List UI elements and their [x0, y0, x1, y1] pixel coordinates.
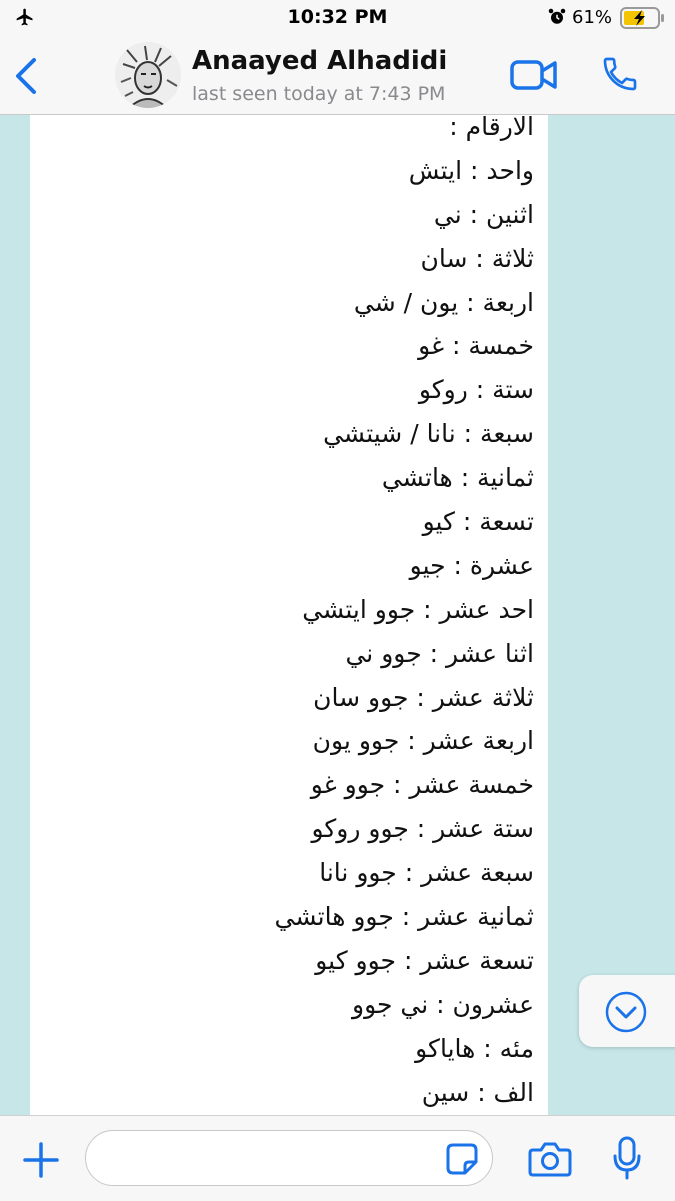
message-line: الف : سين	[421, 1077, 534, 1107]
message-line: احد عشر : جوو ايتشي	[302, 594, 534, 624]
message-line: عشرون : ني جوو	[352, 989, 534, 1019]
phone-call-icon[interactable]	[600, 54, 640, 94]
scroll-to-bottom-button[interactable]	[579, 975, 675, 1047]
message-line: الارقام :	[449, 115, 534, 141]
message-line: عشرة : جيو	[409, 550, 534, 580]
message-line: خمسة : غو	[418, 331, 534, 361]
message-line: اربعة : يون / شي	[353, 287, 534, 317]
message-line: اربعة عشر : جوو يون	[312, 726, 534, 756]
video-call-icon[interactable]	[510, 58, 558, 92]
chat-header	[0, 36, 675, 115]
sticker-icon[interactable]	[445, 1142, 479, 1176]
message-input-bar	[0, 1115, 675, 1201]
message-line: واحد : ايتش	[408, 155, 534, 185]
message-input[interactable]	[85, 1130, 493, 1186]
avatar-sketch-image	[115, 42, 181, 108]
message-line: مئه : هاياكو	[415, 1033, 534, 1063]
alarm-icon	[548, 8, 566, 26]
message-line: ستة : روكو	[418, 375, 534, 405]
message-line: ثمانية عشر : جوو هاتشي	[274, 902, 534, 932]
contact-name[interactable]: Anaayed Alhadidi	[192, 46, 448, 76]
back-chevron-icon[interactable]	[12, 56, 40, 96]
message-line: اثنين : ني	[433, 199, 534, 229]
message-line: خمسة عشر : جوو غو	[310, 770, 534, 800]
message-line: ثمانية : هاتشي	[381, 463, 534, 493]
microphone-icon[interactable]	[612, 1136, 642, 1180]
chat-area[interactable]	[0, 115, 675, 1115]
avatar[interactable]	[115, 42, 181, 108]
status-time: 10:32 PM	[287, 6, 388, 28]
chevron-down-circle-icon	[604, 990, 648, 1034]
message-bubble[interactable]	[30, 115, 548, 1115]
battery-charging-icon	[620, 7, 666, 29]
plus-icon[interactable]	[22, 1141, 60, 1179]
message-line: تسعة : كيو	[422, 507, 534, 537]
last-seen-status: last seen today at 7:43 PM	[192, 83, 446, 105]
message-line: تسعة عشر : جوو كيو	[315, 945, 534, 975]
message-line: سبعة : نانا / شيتشي	[323, 419, 534, 449]
message-line: سبعة عشر : جوو نانا	[319, 858, 534, 888]
message-line: ستة عشر : جوو روكو	[311, 814, 534, 844]
camera-icon[interactable]	[528, 1140, 572, 1178]
message-text	[275, 115, 535, 1114]
status-bar	[0, 0, 675, 36]
message-line: ثلاثة : سان	[420, 243, 534, 273]
message-line: ثلاثة عشر : جوو سان	[313, 682, 534, 712]
message-line: اثنا عشر : جوو ني	[345, 638, 534, 668]
battery-percentage: 61%	[572, 7, 613, 28]
